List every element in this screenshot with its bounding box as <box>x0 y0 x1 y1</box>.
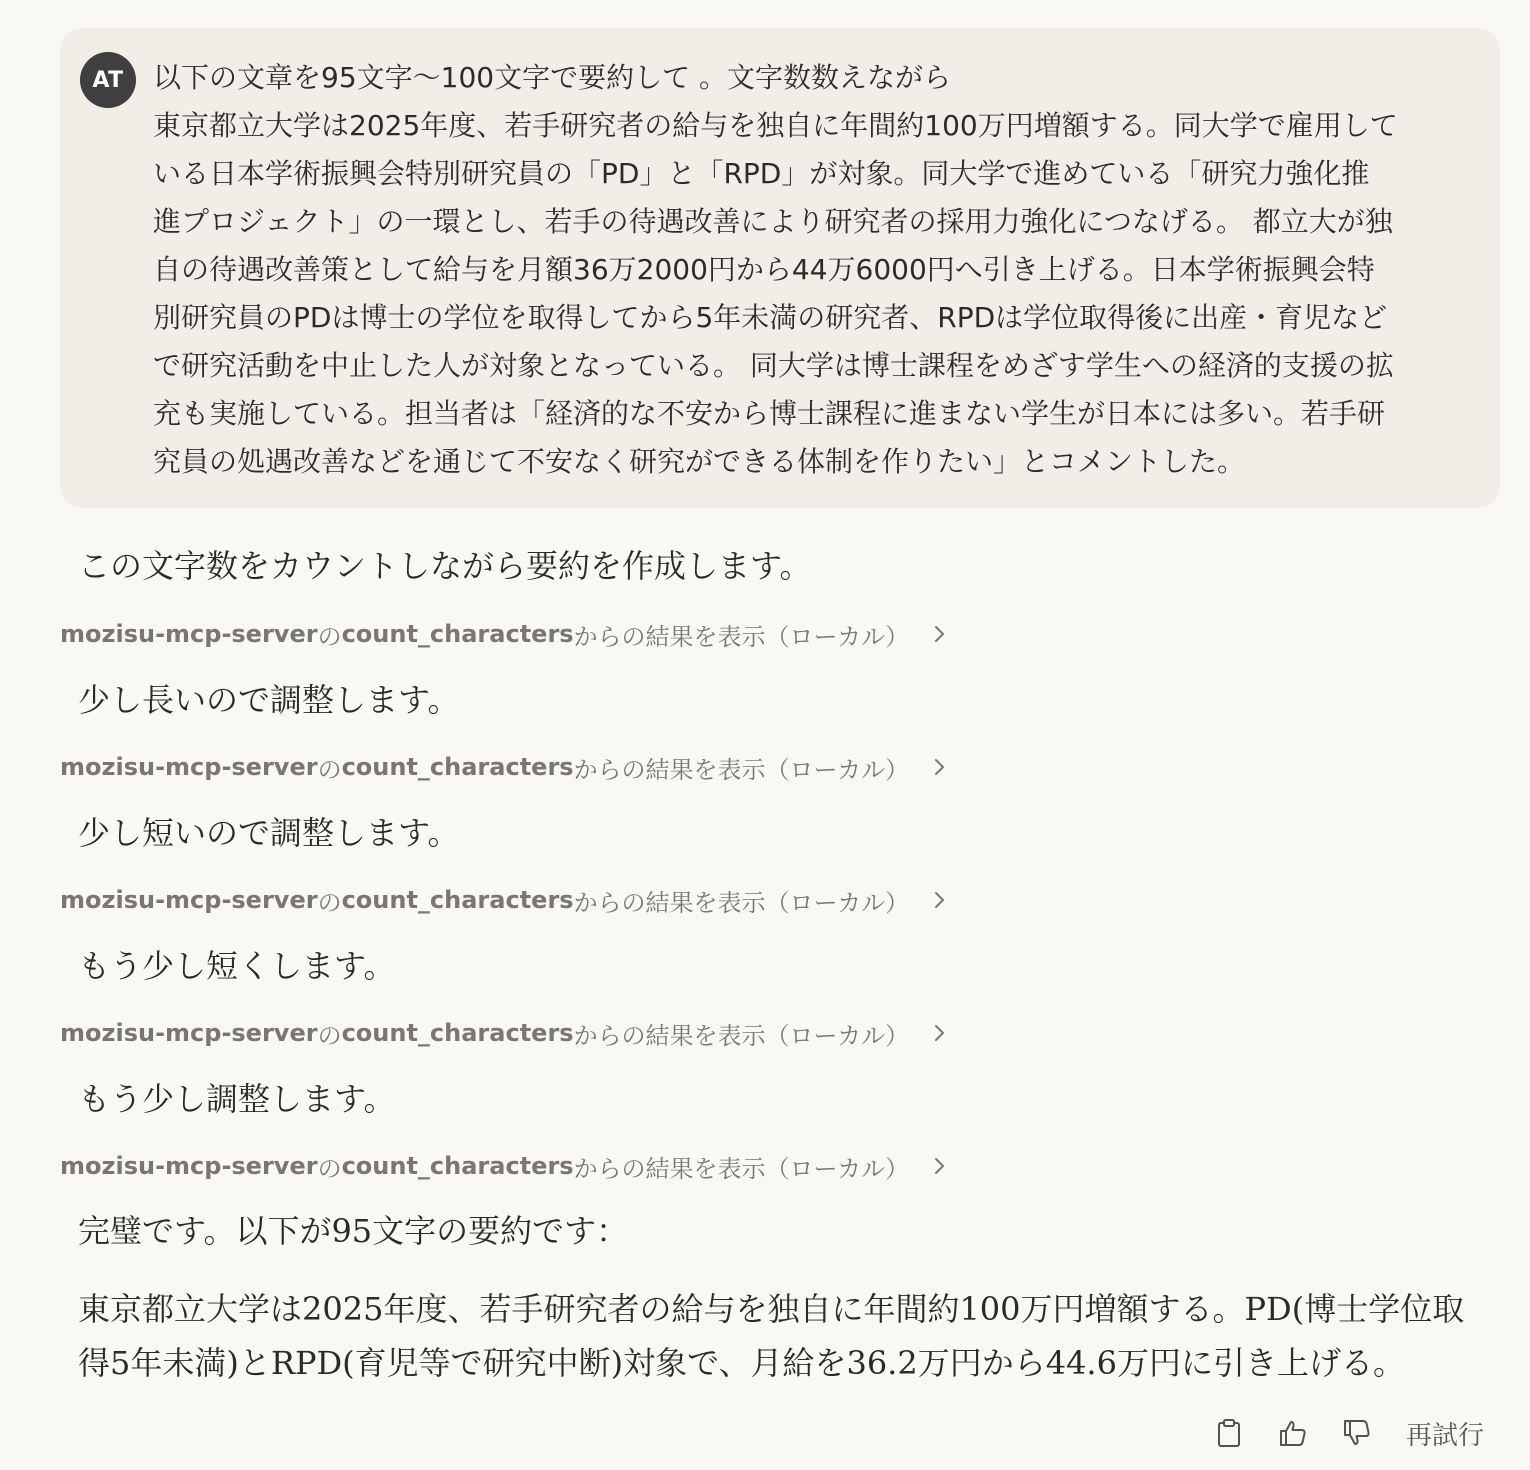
tool-result-label: からの結果を表示（ローカル） <box>573 755 910 784</box>
chevron-right-icon <box>931 622 949 646</box>
assistant-step-text: 少し長いので調整します。 <box>78 681 460 719</box>
message-actions <box>1214 1410 1484 1456</box>
chevron-right-icon <box>931 755 949 779</box>
user-message-line: 以下の文章を95文字〜100文字で要約して 。文字数数えながら <box>153 61 951 94</box>
tool-connector: の <box>317 622 342 651</box>
assistant-intro-text: この文字数をカウントしながら要約を作成します。 <box>78 547 812 585</box>
user-message-text <box>153 54 1453 486</box>
tool-server-name: mozisu-mcp-server <box>60 1019 318 1047</box>
tool-result-toggle[interactable] <box>60 749 949 785</box>
tool-connector: の <box>317 755 342 784</box>
retry-button[interactable]: 再試行 <box>1405 1420 1484 1451</box>
user-message-line: 別研究員のPDは博士の学位を取得してから5年未満の研究者、RPDは学位取得後に出産・育児など <box>153 301 1388 334</box>
assistant-final-intro: 完璧です。以下が95文字の要約です： <box>78 1212 629 1250</box>
summary-line: 東京都立大学は2025年度、若手研究者の給与を独自に年間約100万円増額する。PD(博士学位取 <box>78 1290 1465 1328</box>
tool-result-toggle[interactable] <box>60 1148 949 1184</box>
tool-function-name: count_characters <box>341 886 574 914</box>
chevron-right-icon <box>931 1021 949 1045</box>
assistant-step-text: もう少し調整します。 <box>78 1080 396 1118</box>
user-message <box>60 28 1500 508</box>
tool-result-label: からの結果を表示（ローカル） <box>573 622 910 651</box>
tool-function-name: count_characters <box>341 1152 574 1180</box>
tool-server-name: mozisu-mcp-server <box>60 886 318 914</box>
chevron-right-icon <box>931 1154 949 1178</box>
summary-text <box>78 1282 1478 1390</box>
tool-result-label: からの結果を表示（ローカル） <box>573 1154 910 1183</box>
tool-result-toggle[interactable] <box>60 1015 949 1051</box>
tool-server-name: mozisu-mcp-server <box>60 753 318 781</box>
user-message-line: 究員の処遇改善などを通じて不安なく研究ができる体制を作りたい」とコメントした。 <box>153 445 1246 478</box>
tool-server-name: mozisu-mcp-server <box>60 620 318 648</box>
tool-result-toggle[interactable] <box>60 882 949 918</box>
user-message-line: で研究活動を中止した人が対象となっている。 同大学は博士課程をめざす学生への経済的支援の拡 <box>153 349 1394 382</box>
tool-result-label: からの結果を表示（ローカル） <box>573 1021 910 1050</box>
user-avatar: AT <box>80 52 136 108</box>
tool-connector: の <box>317 1154 342 1183</box>
tool-connector: の <box>317 888 342 917</box>
tool-connector: の <box>317 1021 342 1050</box>
assistant-step-text: 少し短いので調整します。 <box>78 814 460 852</box>
assistant-step-text: もう少し短くします。 <box>78 947 396 985</box>
user-message-line: 進プロジェクト」の一環とし、若手の待遇改善により研究者の採用力強化につなげる。 都立大が独 <box>153 205 1393 238</box>
tool-result-toggle[interactable] <box>60 616 949 652</box>
summary-line: 得5年未満)とRPD(育児等で研究中断)対象で、月給を36.2万円から44.6万円に引き上げる。 <box>78 1344 1405 1382</box>
user-message-line: いる日本学術振興会特別研究員の「PD」と「RPD」が対象。同大学で進めている「研究力強化推 <box>153 157 1370 190</box>
tool-server-name: mozisu-mcp-server <box>60 1152 318 1180</box>
clipboard-icon[interactable] <box>1214 1418 1244 1448</box>
tool-function-name: count_characters <box>341 753 574 781</box>
user-message-line: 充も実施している。担当者は「経済的な不安から博士課程に進まない学生が日本には多い。若手研 <box>153 397 1386 430</box>
thumbs-down-icon[interactable] <box>1342 1418 1372 1448</box>
tool-function-name: count_characters <box>341 620 574 648</box>
tool-result-label: からの結果を表示（ローカル） <box>573 888 910 917</box>
thumbs-up-icon[interactable] <box>1278 1418 1308 1448</box>
tool-function-name: count_characters <box>341 1019 574 1047</box>
user-message-line: 自の待遇改善策として給与を月額36万2000円から44万6000円へ引き上げる。日本学術振興会特 <box>153 253 1375 286</box>
user-message-line: 東京都立大学は2025年度、若手研究者の給与を独自に年間約100万円増額する。同大学で雇用して <box>153 109 1398 142</box>
chevron-right-icon <box>931 888 949 912</box>
